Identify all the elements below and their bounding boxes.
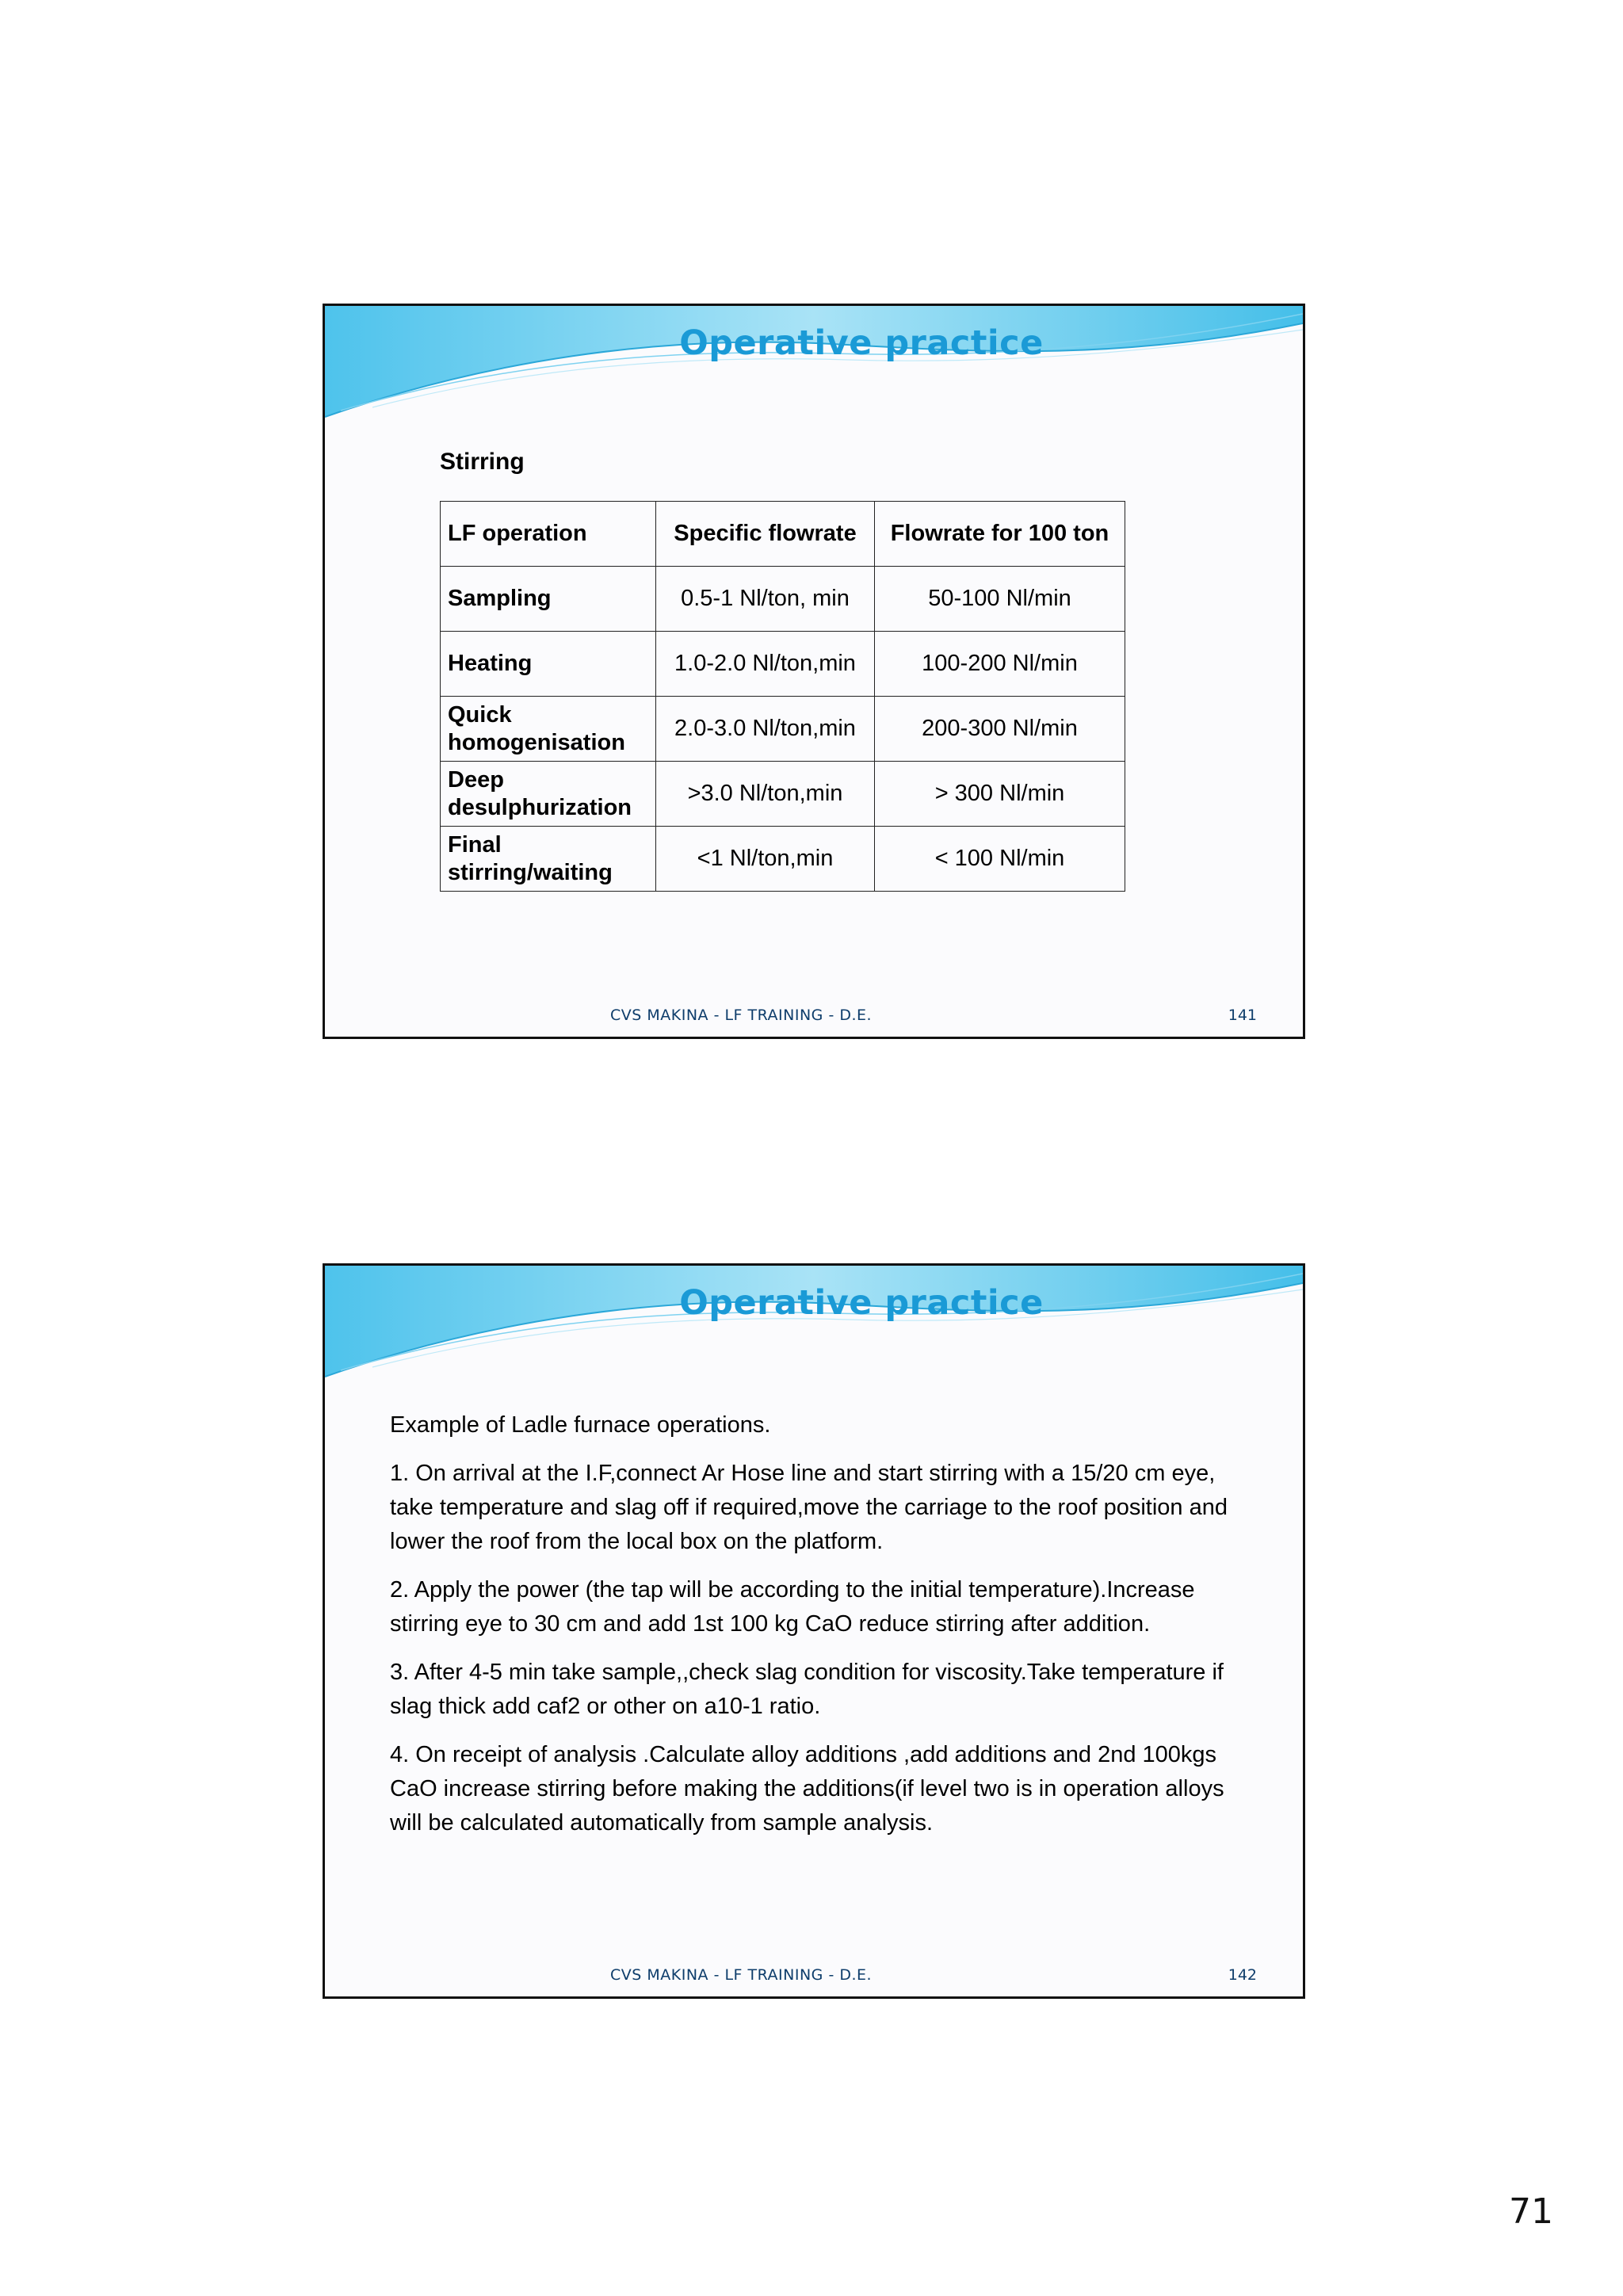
cell-operation: Heating <box>441 632 656 697</box>
page-number: 71 <box>1509 2191 1553 2232</box>
table-row <box>441 697 1125 762</box>
slide-body <box>390 1408 1246 1855</box>
cell-specific-flowrate: 2.0-3.0 Nl/ton,min <box>656 697 875 762</box>
paragraph-step-4: 4. On receipt of analysis .Calculate alloy additions ,add additions and 2nd 100kgs CaO increase stirring before making the additions(if level two is in operation alloys will be calculated automatically from sample analysis. <box>390 1742 1224 1836</box>
table-row <box>441 827 1125 892</box>
slide-number: 142 <box>1228 1966 1257 1984</box>
slide-141 <box>323 304 1305 1039</box>
cell-flowrate-100-ton: > 300 Nl/min <box>875 762 1125 827</box>
stirring-table <box>440 501 1125 892</box>
cell-operation: Quick homogenisation <box>441 697 656 762</box>
slide-footer: CVS MAKINA - LF TRAINING - D.E. <box>610 1966 873 1984</box>
column-header-specific-flowrate: Specific flowrate <box>656 502 875 567</box>
cell-operation: Final stirring/waiting <box>441 827 656 892</box>
cell-flowrate-100-ton: < 100 Nl/min <box>875 827 1125 892</box>
cell-operation: Sampling <box>441 567 656 632</box>
cell-specific-flowrate: <1 Nl/ton,min <box>656 827 875 892</box>
column-header-operation: LF operation <box>441 502 656 567</box>
cell-specific-flowrate: 1.0-2.0 Nl/ton,min <box>656 632 875 697</box>
cell-flowrate-100-ton: 200-300 Nl/min <box>875 697 1125 762</box>
slide-title: Operative practice <box>679 323 1044 363</box>
cell-flowrate-100-ton: 50-100 Nl/min <box>875 567 1125 632</box>
cell-flowrate-100-ton: 100-200 Nl/min <box>875 632 1125 697</box>
slide-number: 141 <box>1228 1007 1257 1024</box>
table-row <box>441 567 1125 632</box>
slide-142 <box>323 1263 1305 1999</box>
slide-footer: CVS MAKINA - LF TRAINING - D.E. <box>610 1007 873 1024</box>
column-header-flowrate-100-ton: Flowrate for 100 ton <box>875 502 1125 567</box>
table-row <box>441 762 1125 827</box>
section-heading: Stirring <box>440 449 525 475</box>
table-header-row <box>441 502 1125 567</box>
paragraph-step-3: 3. After 4-5 min take sample,,check slag condition for viscosity.Take temperature if slag thick add caf2 or other on a10-1 ratio. <box>390 1660 1224 1719</box>
slide-title: Operative practice <box>679 1283 1044 1323</box>
paragraph-step-1: 1. On arrival at the I.F,connect Ar Hose line and start stirring with a 15/20 cm eye, take temperature and slag off if required,move the carriage to the roof position and lower the roof from the local box on the platform. <box>390 1461 1228 1554</box>
cell-specific-flowrate: 0.5-1 Nl/ton, min <box>656 567 875 632</box>
paragraph-step-2: 2. Apply the power (the tap will be according to the initial temperature).Increase stirring eye to 30 cm and add 1st 100 kg CaO reduce stirring after addition. <box>390 1577 1195 1637</box>
paragraph-intro: Example of Ladle furnace operations. <box>390 1412 771 1438</box>
cell-specific-flowrate: >3.0 Nl/ton,min <box>656 762 875 827</box>
cell-operation: Deep desulphurization <box>441 762 656 827</box>
table-row <box>441 632 1125 697</box>
